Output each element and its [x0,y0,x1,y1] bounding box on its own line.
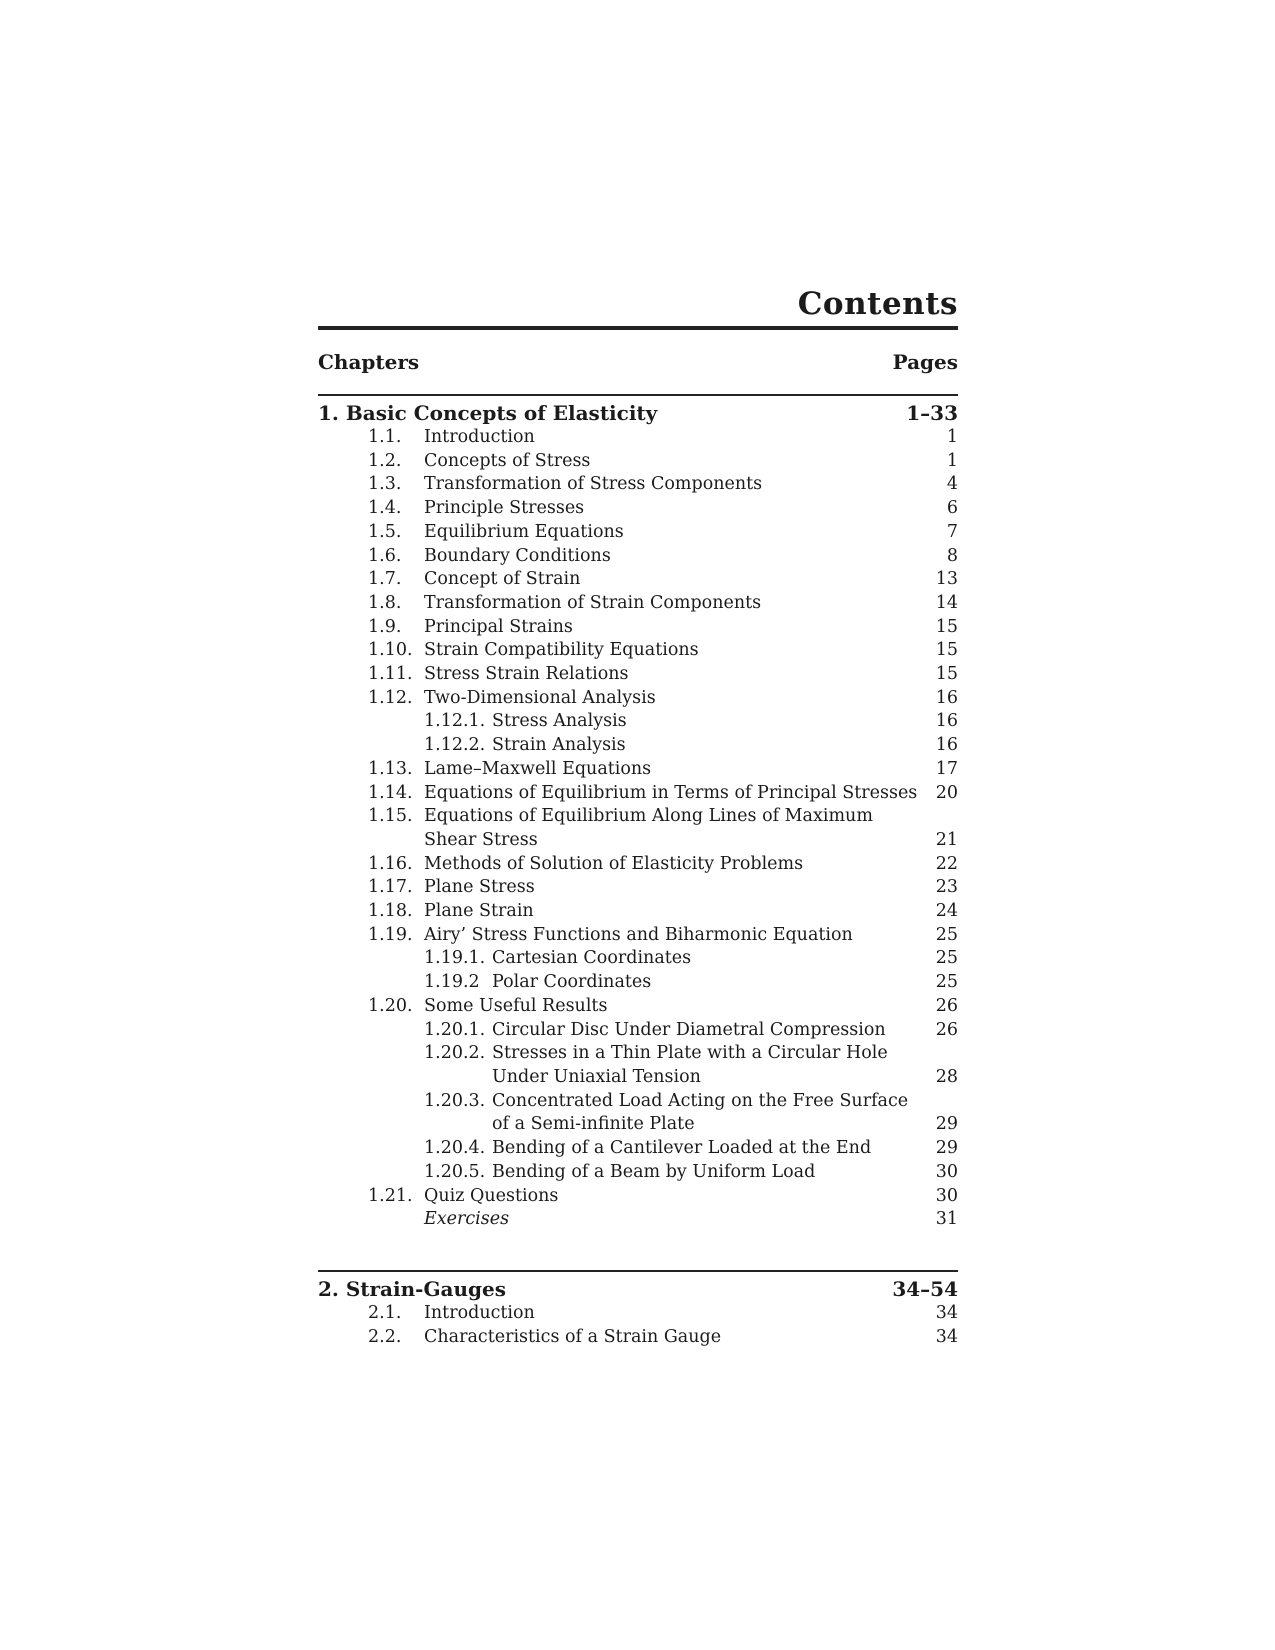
entry-page: 30 [935,1161,958,1182]
entry-number: 1.12.2. [424,735,486,756]
entry-number: 1.20.2. [424,1043,486,1064]
entry-title: Strain Compatibility Equations [424,640,699,661]
entry-page: 25 [935,948,958,969]
entry-title: Plane Strain [424,901,534,922]
entry-number: 1.12. [368,687,413,708]
entry-number: 1.19.2 [424,972,480,993]
toc-entry [318,545,958,569]
chapter-title: 1. Basic Concepts of Elasticity [318,401,658,425]
entry-page: 29 [935,1114,958,1135]
toc-entry [318,1090,958,1114]
entry-title: Stress Strain Relations [424,664,629,685]
toc-entry [318,1137,958,1161]
chapter-heading [318,1276,958,1302]
entry-page: 4 [946,474,958,495]
entry-title: Circular Disc Under Diametral Compression [492,1019,886,1040]
entry-title: Boundary Conditions [424,545,611,566]
entry-title: Concepts of Stress [424,450,591,471]
entry-page: 15 [935,664,958,685]
page-title: Contents [797,286,958,322]
entry-page: 21 [935,829,958,850]
entry-number: 1.4. [368,498,402,519]
entry-title: Concept of Strain [424,569,581,590]
entry-page: 1 [946,450,958,471]
entry-title: Stresses in a Thin Plate with a Circular Hole [492,1043,888,1064]
entry-page: 26 [935,995,958,1016]
entry-title: Shear Stress [424,829,538,850]
entry-page: 31 [935,1209,958,1230]
entry-title: Bending of a Beam by Uniform Load [492,1161,816,1182]
entry-page: 25 [935,972,958,993]
toc-entry [318,497,958,521]
entry-number: 1.20. [368,995,413,1016]
entry-title: Transformation of Stress Components [424,474,763,495]
entry-title: Concentrated Load Acting on the Free Surface [492,1090,909,1111]
toc-entry [318,947,958,971]
toc-entry [318,1113,958,1137]
entry-title: Introduction [424,1302,535,1323]
toc-entry [318,663,958,687]
entry-number: 1.15. [368,806,413,827]
entry-page: 23 [935,877,958,898]
toc-list [318,394,958,1349]
toc-entry [318,1208,958,1232]
entry-page: 6 [946,498,958,519]
entry-number: 1.20.4. [424,1138,486,1159]
toc-entry [318,900,958,924]
toc-entry [318,829,958,853]
entry-number: 1.18. [368,901,413,922]
entry-page: 34 [935,1326,958,1347]
entry-number: 1.14. [368,782,413,803]
entry-number: 2.2. [368,1326,402,1347]
entry-title: Quiz Questions [424,1185,559,1206]
toc-entry [318,782,958,806]
toc-entry [318,616,958,640]
entry-number: 2.1. [368,1302,402,1323]
entry-page: 7 [946,521,958,542]
entry-page: 30 [935,1185,958,1206]
entry-number: 1.16. [368,853,413,874]
entry-page: 1 [946,427,958,447]
entry-title: Equations of Equilibrium in Terms of Principal Stresses [424,782,918,803]
chapter-gap [318,1232,958,1250]
entry-title: Principle Stresses [424,498,585,519]
entry-number: 1.6. [368,545,402,566]
entry-title: Bending of a Cantilever Loaded at the End [492,1138,872,1159]
entry-number: 1.3. [368,474,402,495]
toc-entry [318,924,958,948]
toc-entry [318,1019,958,1043]
entry-page: 29 [935,1138,958,1159]
entry-number: 1.17. [368,877,413,898]
contents-page [318,282,958,1349]
entry-number: 1.7. [368,569,402,590]
column-headers [318,350,958,374]
chapters-column-label: Chapters [318,350,420,374]
toc-entry [318,710,958,734]
entry-title: Polar Coordinates [492,972,652,993]
entry-page: 26 [935,1019,958,1040]
toc-entry [318,426,958,450]
entry-page: 20 [935,782,958,803]
toc-entry [318,521,958,545]
chapter-heading [318,400,958,426]
entry-title: Transformation of Strain Components [424,592,762,613]
entry-title: Under Uniaxial Tension [492,1066,701,1087]
entry-title: Cartesian Coordinates [492,948,692,969]
entry-number: 1.12.1. [424,711,486,732]
entry-number: 1.2. [368,450,402,471]
title-rule [318,326,958,330]
toc-entry [318,1185,958,1209]
toc-entry [318,568,958,592]
entry-title: Stress Analysis [492,711,627,732]
toc-entry [318,450,958,474]
entry-number: 1.19.1. [424,948,486,969]
entry-number: 1.9. [368,616,402,637]
entry-page: 17 [935,758,958,779]
entry-title: Methods of Solution of Elasticity Problems [424,853,804,874]
chapter-rule [318,1270,958,1272]
entry-page: 24 [935,901,958,922]
toc-entry [318,639,958,663]
entry-title: Principal Strains [424,616,573,637]
entry-title: Strain Analysis [492,735,626,756]
entry-title: Airy’ Stress Functions and Biharmonic Equation [424,924,853,945]
entry-page: 15 [935,640,958,661]
entry-title: Plane Stress [424,877,535,898]
entry-number: 1.11. [368,664,413,685]
pages-column-label: Pages [892,350,958,374]
entry-title: Lame–Maxwell Equations [424,758,652,779]
entry-title: Two-Dimensional Analysis [424,687,656,708]
entry-title: Equations of Equilibrium Along Lines of Maximum [424,806,873,827]
toc-entry [318,995,958,1019]
entry-page: 16 [935,687,958,708]
entry-page: 8 [946,545,958,566]
entry-page: 16 [935,735,958,756]
entry-title: Characteristics of a Strain Gauge [424,1326,722,1347]
toc-entry [318,687,958,711]
toc-entry [318,805,958,829]
entry-title: Introduction [424,427,535,447]
entry-page: 25 [935,924,958,945]
entry-number: 1.20.5. [424,1161,486,1182]
toc-entry [318,473,958,497]
toc-entry [318,853,958,877]
entry-number: 1.13. [368,758,413,779]
toc-entry [318,1302,958,1326]
toc-entry [318,971,958,995]
toc-entry [318,1066,958,1090]
entry-page: 34 [935,1302,958,1323]
entry-page: 28 [935,1066,958,1087]
chapter-title: 2. Strain-Gauges [318,1276,507,1301]
toc-entry [318,592,958,616]
entry-title: Equilibrium Equations [424,521,624,542]
entry-number: 1.19. [368,924,413,945]
entry-number: 1.20.3. [424,1090,486,1111]
toc-entry [318,758,958,782]
entry-number: 1.21. [368,1185,413,1206]
toc-entry [318,1042,958,1066]
entry-page: 13 [935,569,958,590]
entry-title: Exercises [424,1209,510,1230]
entry-page: 22 [935,853,958,874]
toc-entry [318,734,958,758]
entry-title: Some Useful Results [424,995,608,1016]
entry-page: 15 [935,616,958,637]
toc-entry [318,876,958,900]
toc-entry [318,1161,958,1185]
chapter-pages: 34–54 [892,1276,958,1301]
entry-number: 1.5. [368,521,402,542]
entry-title: of a Semi-infinite Plate [492,1114,695,1135]
entry-page: 14 [935,592,958,613]
chapter-pages: 1–33 [906,401,958,425]
entry-number: 1.8. [368,592,402,613]
entry-number: 1.1. [368,427,402,447]
entry-number: 1.20.1. [424,1019,486,1040]
toc-entry [318,1326,958,1350]
entry-number: 1.10. [368,640,413,661]
chapter-rule [318,394,958,396]
entry-page: 16 [935,711,958,732]
